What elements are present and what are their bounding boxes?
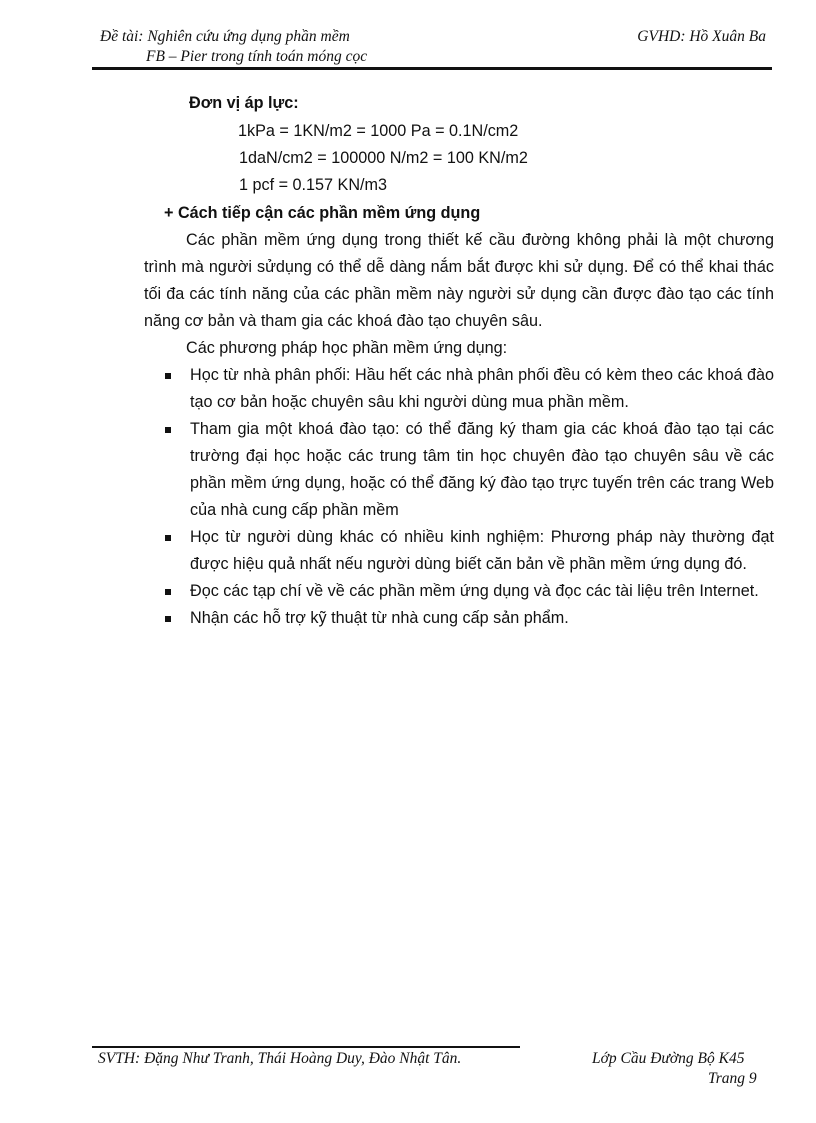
- list-item: [144, 362, 774, 416]
- list-item: [144, 605, 774, 632]
- list-item: [144, 416, 774, 524]
- header-divider: [92, 67, 772, 70]
- formula-line: 1kPa = 1KN/m2 = 1000 Pa = 0.1N/cm2: [238, 122, 519, 140]
- header-topic-line1: Đề tài: Nghiên cứu ứng dụng phần mềm: [100, 28, 350, 45]
- section-heading: + Cách tiếp cận các phần mềm ứng dụng: [164, 204, 481, 222]
- page-header: [92, 24, 772, 72]
- methods-list: [144, 362, 774, 632]
- methods-intro-text: Các phương pháp học phần mềm ứng dụng:: [186, 339, 508, 357]
- header-topic-line2: FB – Pier trong tính toán móng cọc: [146, 48, 368, 65]
- pressure-units-heading: Đơn vị áp lực:: [189, 94, 299, 112]
- bullet-marker: [165, 616, 171, 622]
- header-advisor: GVHD: Hồ Xuân Ba: [637, 28, 766, 45]
- list-item-text: Đọc các tạp chí về về các phần mềm ứng dụng và đọc các tài liệu trên Internet.: [190, 582, 759, 600]
- formula-line: 1daN/cm2 = 100000 N/m2 = 100 KN/m2: [239, 149, 528, 167]
- methods-intro: [144, 335, 774, 362]
- footer-divider: [92, 1046, 520, 1048]
- bullet-marker: [165, 373, 171, 379]
- list-item-text: Tham gia một khoá đào tạo: có thể đăng ký tham gia các khoá đào tạo tại các trường đại học hoặc các trung tâm tin học chuyên đào tạo chuyên sâu về các phần mềm ứng dụng, hoặc có thể đăng ký đào tạo trực tuyến trên các trang Web của nhà cung cấp phần mềm: [190, 420, 774, 519]
- bullet-marker: [165, 589, 171, 595]
- intro-paragraph: [144, 227, 774, 335]
- list-item-text: Học từ nhà phân phối: Hầu hết các nhà phân phối đều có kèm theo các khoá đào tạo cơ bản hoặc chuyên sâu khi người dùng mua phần mềm.: [190, 366, 774, 411]
- formula-line: 1 pcf = 0.157 KN/m3: [239, 176, 388, 194]
- list-item-text: Nhận các hỗ trợ kỹ thuật từ nhà cung cấp sản phẩm.: [190, 609, 569, 627]
- footer-authors: SVTH: Đặng Như Tranh, Thái Hoàng Duy, Đào Nhật Tân.: [98, 1050, 462, 1067]
- list-item: [144, 578, 774, 605]
- intro-paragraph-text: Các phần mềm ứng dụng trong thiết kế cầu đường không phải là một chương trình mà người sửdụng có thể dễ dàng nắm bắt được khi sử dụng. Để có thể khai thác tối đa các tính năng của các phần mềm này người sử dụng cần được đào tạo các tính năng cơ bản và tham gia các khoá đào tạo chuyên sâu.: [144, 231, 774, 330]
- list-item-text: Học từ người dùng khác có nhiều kinh nghiệm: Phương pháp này thường đạt được hiệu quả nhất nếu người dùng biết căn bản về phần mềm ứng dụng đó.: [190, 528, 774, 573]
- footer-class: Lớp Cầu Đường Bộ K45: [592, 1050, 745, 1067]
- list-item: [144, 524, 774, 578]
- bullet-marker: [165, 535, 171, 541]
- bullet-marker: [165, 427, 171, 433]
- footer-page-number: Trang 9: [708, 1070, 757, 1087]
